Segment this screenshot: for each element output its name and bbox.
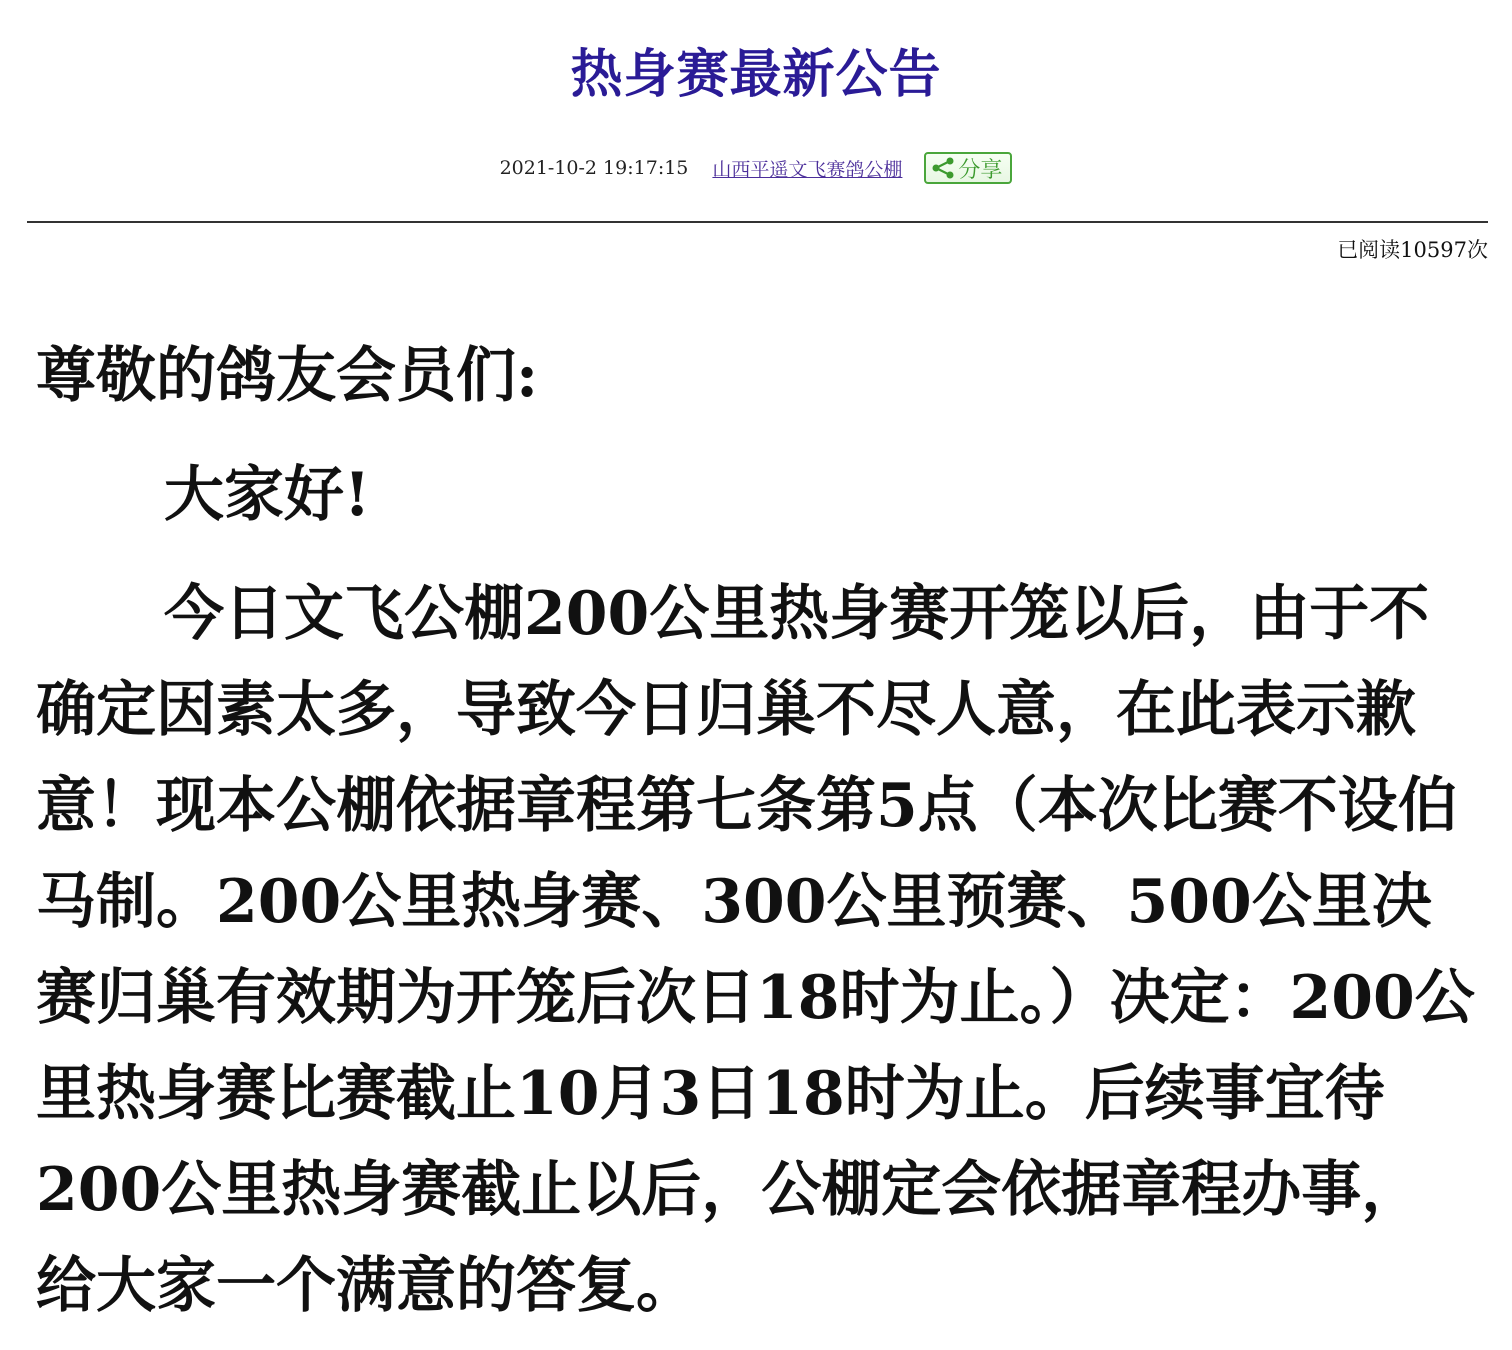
hello-line: 大家好! <box>164 460 371 530</box>
author-link[interactable]: 山西平遥文飞赛鸽公棚 <box>712 158 903 181</box>
page-title: 热身赛最新公告 <box>570 44 942 105</box>
header-divider <box>27 221 1488 223</box>
body-paragraph: 今日文飞公棚200公里热身赛开笼以后，由于不确定因素太多，导致今日归巢不尽人意，在此表示歉意！现本公棚依据章程第七条第5点（本次比赛不设伯马制。200公里热身赛、300公里预赛、500公里决赛归巢有效期为开笼后次日18时为止。）决定：200公里热身赛比赛截止10月3日18时为止。后续事宜待200公里热身赛截止以后，公棚定会依据章程办事，给大家一个满意的答复。 <box>36 579 1475 1321</box>
article-meta <box>0 148 1512 188</box>
share-icon <box>930 156 956 180</box>
publish-date: 2021-10-2 19:17:15 <box>499 157 689 179</box>
greeting: 尊敬的鸽友会员们: <box>36 341 539 411</box>
read-count: 已阅读10597次 <box>1337 238 1488 262</box>
share-label: 分享 <box>958 157 1003 183</box>
article-body <box>36 328 1476 1334</box>
share-button[interactable] <box>924 152 1012 184</box>
